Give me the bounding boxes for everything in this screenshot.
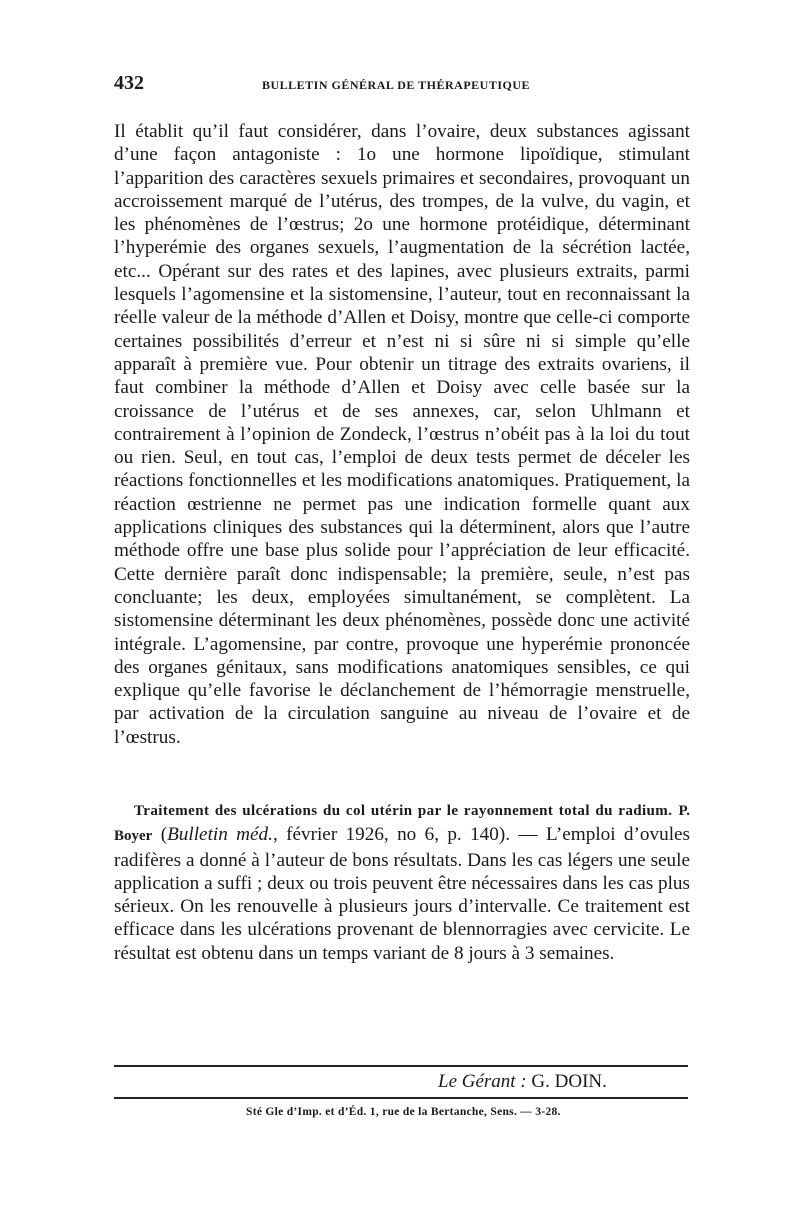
reference-details: , février 1926, no 6, p. 140). [272, 824, 511, 846]
footer-rule-bottom [114, 1097, 688, 1099]
running-title: BULLETIN GÉNÉRAL DE THÉRAPEUTIQUE [262, 78, 531, 92]
signature-name: G. DOIN. [531, 1071, 607, 1092]
abstract-body: — L’emploi d’ovules radifères a donné à l’auteur de bons résultats. Dans les cas légers une seule application a suffi ; deux ou trois peuvent être nécessaires dans les cas plus sérieux. On les renouvelle à plusieurs jours d’intervalle. Ce traitement est efficace dans les ulcérations provenant de blennorragies avec cervicite. Le résultat est obtenu dans un temps variant de 8 jours à 3 semaines. [114, 824, 691, 964]
printer-imprint: Sté Gle d’Imp. et d’Éd. 1, rue de la Bertanche, Sens. — 3-28. [246, 1106, 561, 1118]
reference-open: ( [160, 824, 168, 846]
footer-rule-top [114, 1065, 688, 1067]
publisher-signature [438, 1071, 607, 1093]
abstract-title: Traitement des ulcérations du col utérin par le rayonnement total du radium. [134, 803, 673, 819]
running-head [114, 72, 690, 96]
abstract-author: P. Boyer [114, 803, 690, 845]
signature-label: Le Gérant : [438, 1071, 527, 1092]
paragraph-ovarian-hormones: Il établit qu’il faut considérer, dans l’ovaire, deux substances agissant d’une façon antagoniste : 1o une hormone lipoïdique, stimulant l’apparition des caractères sexuels primaires et secondaires, provoquant un accroissement marqué de l’utérus, des trompes, de la vulve, du vagin, et les phénomènes de l’œstrus; 2o une hormone protéidique, déterminant l’hyperémie des organes sexuels, l’augmentation de la sécrétion lactée, etc... Opérant sur des rates et des lapines, avec plusieurs extraits, parmi lesquels l’agomensine et la sistomensine, l’auteur, tout en reconnaissant la réelle valeur de la méthode d’Allen et Doisy, montre que celle-ci comporte certaines possibilités d’erreur et n’est ni si sûre ni si simple qu’elle apparaît à première vue. Pour obtenir un titrage des extraits ovariens, il faut combiner la méthode d’Allen et Doisy avec celle basée sur la croissance de l’utérus et de ses annexes, car, selon Uhlmann et contrairement à l’opinion de Zondeck, l’œstrus n’obéit pas à la loi du tout ou rien. Seul, en tout cas, l’emploi de deux tests permet de déceler les réactions fonctionnelles et les modifications anatomiques. Pratiquement, la réaction œstrienne ne permet pas une indication formelle quant aux applications cliniques des substances qui la déterminent, alors que l’autre méthode offre une base plus solide pour l’appréciation de leur efficacité. Cette dernière paraît donc indispensable; la première, seule, n’est pas concluante; les deux, employées simultanément, se complètent. La sistomensine déterminant les deux phénomènes, possède donc une activité intégrale. L’agomensine, par contre, provoque une hyperémie prononcée des organes génitaux, sans modifications anatomiques sensibles, ce qui explique qu’elle favorise le déclanchement de l’hémorragie menstruelle, par activation de la circulation sanguine au niveau de l’ovaire et de l’œstrus. [114, 121, 690, 748]
page-number: 432 [114, 72, 144, 94]
paragraph-radium-treatment [114, 798, 690, 965]
journal-name: Bulletin méd. [167, 824, 273, 846]
